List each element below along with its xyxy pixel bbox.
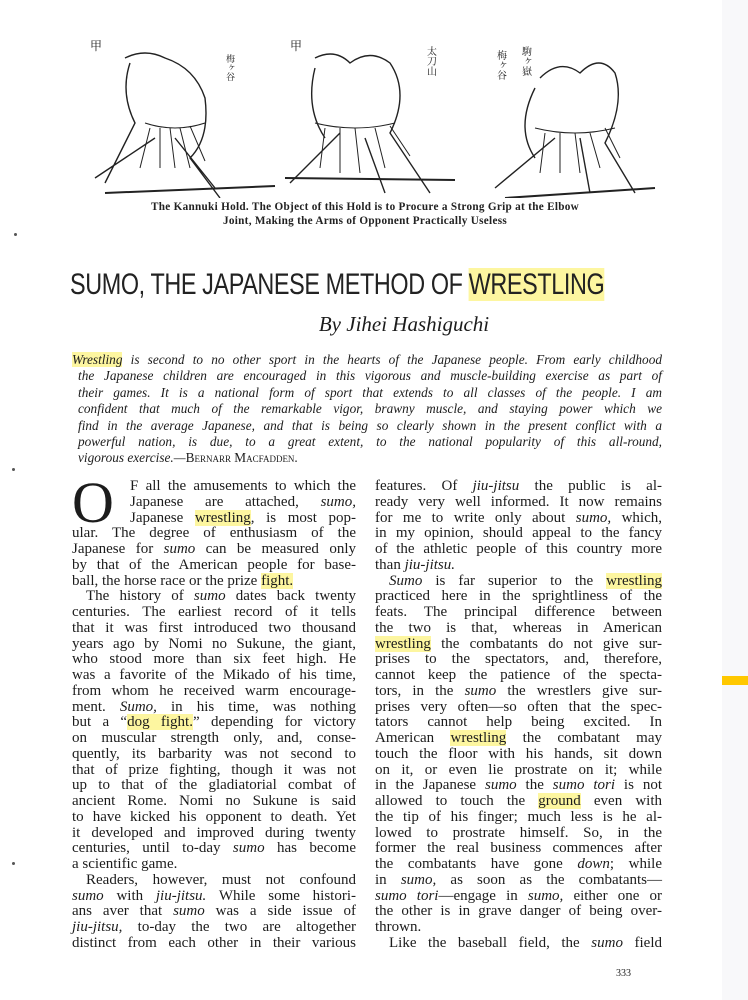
text-run: that of prize fighting, though it was not [72,761,356,778]
text-line [72,368,662,384]
text-run: is far superior to the [422,572,607,589]
search-highlight: ground [538,793,581,809]
figure-caption [80,200,650,228]
text-run: quently, its barbarity was not second to [72,745,356,762]
kanji-label: 太刀山 [424,46,436,76]
text-line [375,637,662,653]
text-line [72,794,356,810]
text-run: on muscular strength only, and, conse- [72,730,356,746]
text-run: allowed to touch the [375,793,539,809]
text-run: than [375,556,405,573]
text-line [72,511,356,527]
text-line [375,920,662,936]
italic-text: sumo [173,903,205,920]
text-run: feats. The principal difference between [375,604,662,620]
text-line [72,936,356,952]
text-run: prises very often—so often that the spec- [375,698,662,715]
italic-text: sumo [464,682,497,699]
viewer-scrollbar-track[interactable] [722,0,748,1000]
italic-text: jiu-jitsu. [404,556,455,573]
search-highlight: wrestling [450,730,507,746]
italic-text: sumo [193,588,226,605]
text-line [72,418,662,434]
italic-text: sumo, [400,871,437,888]
italic-text: down [577,856,610,872]
text-line [72,889,356,905]
italic-text: sumo [591,934,623,951]
text-line [72,826,356,842]
text-run: vigorous exercise.— [78,450,186,466]
text-run: their games. It is a national form of sport that extends to all classes of the people. I am [78,384,662,400]
text-run: cannot keep the patience of the specta- [375,667,662,683]
text-run: ancient Rome. Nomi no Sukune is said [72,793,356,809]
text-run: to-day the two are altogether [122,919,356,935]
text-run: dates back twenty [225,588,356,605]
text-line [72,558,356,574]
text-run: was a side issue of [204,903,356,920]
italic-text: Sumo, [119,698,157,715]
italic-text: sumo [484,777,517,794]
text-line [72,668,356,684]
text-run: in his time, was nothing [156,698,356,715]
text-run: Japanese are attached, [130,493,321,510]
sumo-illustration [85,28,665,198]
text-run: the public is al- [519,478,662,494]
text-run: The history of [86,588,194,605]
text-line [72,434,662,450]
text-line [375,857,662,873]
italic-text: jiu-jitsu, [72,919,123,935]
article-title [70,268,663,302]
text-line [72,450,662,466]
text-run: even with [580,793,662,809]
intro-epigraph [72,352,662,467]
text-run: from whom he received warm encourage- [72,682,356,699]
text-run: the combatants do not give sur- [430,635,662,652]
search-highlight: wrestling [194,509,251,526]
text-run: ball, the horse race or the prize [72,572,262,589]
kanji-label: 梅ヶ谷 [225,54,235,81]
text-line [72,479,356,495]
text-run: is not [615,777,662,794]
text-line [375,668,662,684]
kanji-label: 梅ヶ谷 [494,50,506,80]
text-run: as soon as the combatants— [436,871,662,888]
title-highlight: WRESTLING [468,268,605,301]
text-run: up to that of the gladiatorial combat of [72,777,356,794]
text-line [375,621,662,637]
text-line [375,700,662,716]
text-run: has become [264,840,357,857]
caption-line: The Kannuki Hold. The Object of this Hold is to Procure a Strong Grip at the Elbow [150,201,580,213]
text-line [72,352,662,368]
text-run: former the real business commences after [375,840,662,857]
text-line [72,857,356,873]
text-run: the two is that, whereas in American [375,619,662,636]
search-highlight: Wrestling [72,352,123,367]
drop-cap: O [72,470,114,535]
text-run: to have kicked his opponent to death. Yet [72,808,356,825]
text-line [375,511,662,527]
text-run: the other is in grave danger of being over- [375,903,662,920]
text-line [375,763,662,779]
text-line [72,778,356,794]
italic-text: sumo, [575,509,612,526]
text-run: in [375,871,401,888]
text-run: lowed to prostrate himself. So, in the [375,824,662,841]
column-1 [72,470,357,952]
text-line [72,495,356,511]
text-line [72,810,356,826]
text-run: touch the floor with his hands, sit down [375,745,662,762]
caption-line: Joint, Making the Arms of Opponent Practically Useless [222,215,508,227]
text-run: ment. [72,698,120,715]
text-run: is second to no other sport in the hearts of the Japanese people. From early childhood [122,352,662,367]
text-run: Like the baseball field, the [389,934,592,951]
text-run: for me to write only about [375,509,576,526]
search-highlight: dog fight. [127,714,193,731]
text-line [375,936,662,952]
author-name: Bernarr Macfadden. [185,450,298,466]
search-highlight: wrestling [606,572,662,589]
italic-text: sumo [232,840,265,857]
text-line [72,873,356,889]
text-run: the wrestlers give sur- [496,682,663,699]
text-run: confident that much of the remarkable vigor, brawny muscle, and staying power which we [78,401,662,417]
text-run: , is most pop- [250,509,356,526]
text-run: a scientific game. [72,856,178,872]
text-run: distinct from each other in their various [72,934,356,951]
text-line [72,841,356,857]
search-hit-marker[interactable] [722,676,748,685]
text-run: by that of the American people for base- [72,556,356,573]
text-run: who stood more than six feet high. He [72,651,356,668]
text-line [375,589,662,605]
text-line [375,574,662,590]
text-run: the combatant may [506,730,662,746]
text-line [72,605,356,621]
text-line [72,542,356,558]
text-line [375,542,662,558]
text-run: field [622,934,662,951]
text-run: While some histori- [206,887,357,904]
text-line [375,558,662,574]
text-run: on it, or even lie prostrate on it; while [375,761,662,778]
text-run: the combatants have gone [375,856,578,872]
text-run: ular. The degree of enthusiasm of the [72,525,356,542]
text-run: it developed and improved during twenty [72,824,356,841]
text-line [375,684,662,700]
text-run: thrown. [375,919,422,935]
wrestler-pair-1 [95,53,275,198]
scan-speck [12,468,15,471]
kanji-label: 甲 [90,39,103,53]
text-line [72,385,662,401]
text-line [72,920,356,936]
scan-speck [12,862,15,865]
text-line [72,637,356,653]
kanji-label: 駒ヶ嶽 [519,46,531,76]
text-run: that it was first introduced two thousand [72,619,356,636]
search-highlight: wrestling [375,635,431,652]
text-run: Japanese for [72,541,164,557]
text-line [375,605,662,621]
text-line [375,810,662,826]
text-run: tors, in the [375,682,465,699]
byline: By Jihei Hashiguchi [318,312,490,336]
italic-text: sumo tori [375,887,439,904]
text-run: with [103,887,156,904]
text-run: prises to the spectators, and, therefore, [375,651,662,668]
text-run: but a “ [72,714,128,731]
text-run: of the athletic people of this country more [375,541,662,557]
text-line [375,841,662,857]
text-run: the [516,777,553,794]
text-run: which, [611,509,662,526]
text-run: find in the average Japanese, and that is being so clearly shown in the present conflict with a [78,417,662,433]
text-line [375,495,662,511]
italic-text: jiu-jitsu. [155,887,207,904]
text-run: in my opinion, should appeal to the fancy [375,525,662,542]
text-line [72,700,356,716]
italic-text: Sumo [389,572,423,589]
text-line [375,904,662,920]
column-2 [375,479,662,952]
text-line [72,401,662,417]
text-line [72,684,356,700]
italic-text: jiu-jitsu [472,478,520,494]
text-run: centuries. The earliest record of it tells [72,604,356,620]
italic-text: sumo, [527,887,564,904]
text-line [375,826,662,842]
text-run: can be measured only [195,541,356,557]
text-run: —engage in [438,887,528,904]
text-run: either one or [563,887,663,904]
text-run: centuries, until to-day [72,840,233,857]
text-run: Readers, however, must not confound [86,871,356,888]
text-run: years ago by Nomi no Sukune, the giant, [72,635,356,652]
text-run: ; while [609,856,662,872]
text-line [72,715,356,731]
text-line [72,731,356,747]
search-highlight: fight. [261,572,294,589]
text-run: Japanese [130,509,195,526]
text-run: the Japanese children are encouraged in this vigorous and muscle-building exercise as part of [78,368,662,384]
title-text: SUMO, THE JAPANESE METHOD OF [70,268,469,301]
text-run: ans aver that [72,903,174,920]
text-line [72,747,356,763]
text-line [72,589,356,605]
text-run: in the Japanese [375,777,485,794]
text-run: was a favorite of the Mikado of his time, [72,667,356,683]
kanji-label: 甲 [290,39,303,53]
text-line [375,652,662,668]
text-run: powerful nation, is due, to a great extent, to the national popularity of this all-round, [78,433,662,449]
text-run: practiced here in the sprightliness of the [375,588,662,605]
italic-text: sumo [163,541,196,557]
italic-text: sumo, [320,493,356,510]
text-line [72,621,356,637]
scan-speck [14,233,17,236]
text-line [375,731,662,747]
text-line [375,747,662,763]
text-line [72,526,356,542]
text-line [375,778,662,794]
text-line [375,715,662,731]
page-number: 333 [616,968,631,979]
text-run: tators cannot help being excited. In [375,714,662,731]
text-line [375,526,662,542]
text-line [375,794,662,810]
text-run: American [375,730,451,746]
text-line [72,574,356,590]
text-line [375,889,662,905]
text-run: features. Of [375,478,473,494]
italic-text: sumo tori [552,777,616,794]
text-line [375,873,662,889]
text-line [72,904,356,920]
text-run: the tip of his finger; much less is he al- [375,808,662,825]
text-run: F all the amusements to which the [130,478,356,494]
text-run: ready very well informed. It now remains [375,493,662,510]
text-run: ” depending for victory [192,714,357,731]
text-line [72,763,356,779]
wrestler-pair-3 [495,63,655,198]
text-line [375,479,662,495]
text-line [72,652,356,668]
italic-text: sumo [72,887,104,904]
